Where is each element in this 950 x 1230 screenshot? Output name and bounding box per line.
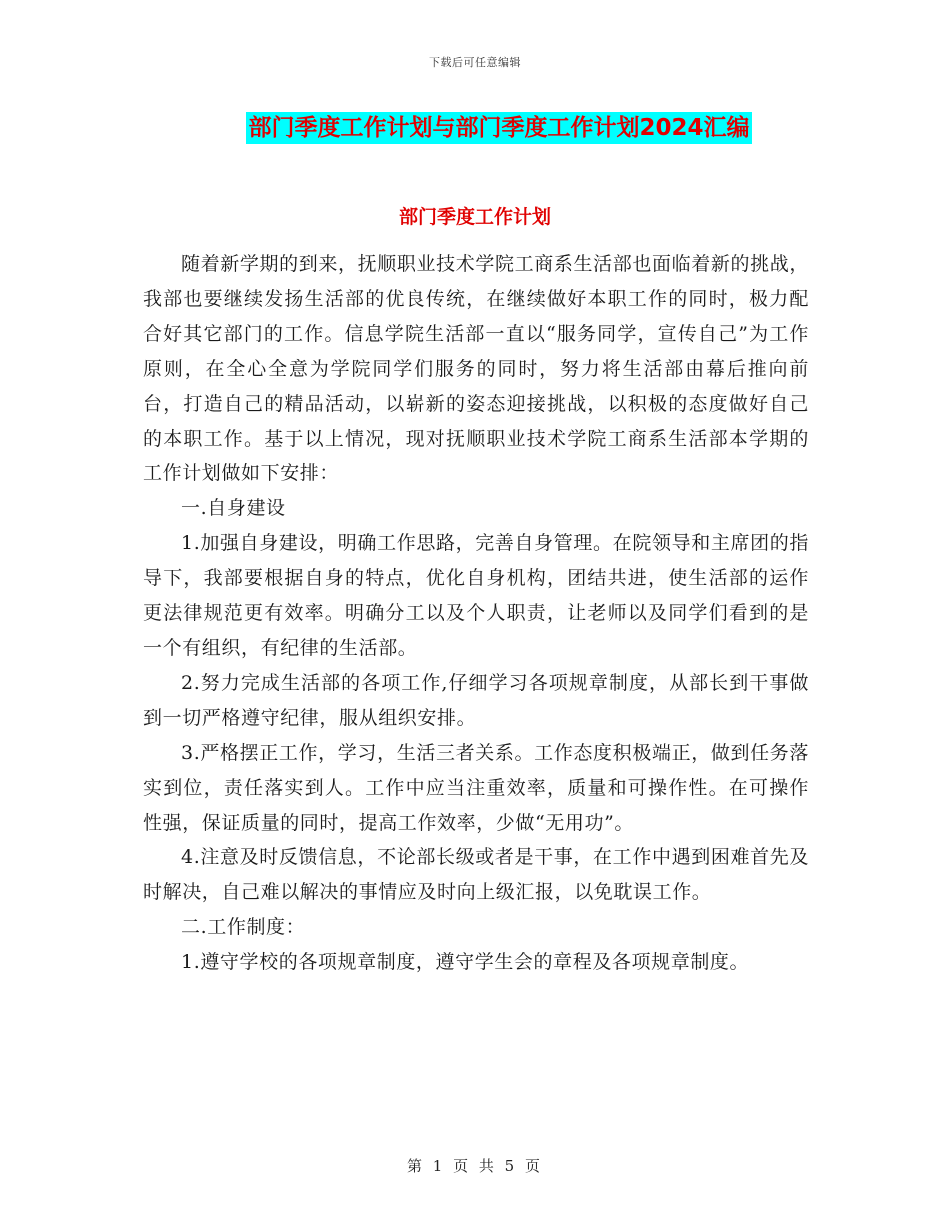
page-footer: 第 1 页 共 5 页 — [407, 1157, 543, 1175]
paragraph-item-1: 1.加强自身建设，明确工作思路，完善自身管理。在院领导和主席团的指导下，我部要根据自身的特点，优化自身机构，团结共进，使生活部的运作更法律规范更有效率。明确分工以及个人职责，让老师以及同学们看到的是一个有组织，有纪律的生活部。 — [143, 532, 809, 659]
paragraph-item-4: 4.注意及时反馈信息，不论部长级或者是干事，在工作中遇到困难首先及时解决，自己难以解决的事情应及时向上级汇报，以免耽误工作。 — [143, 846, 809, 904]
paragraph-intro: 随着新学期的到来，抚顺职业技术学院工商系生活部也面临着新的挑战，我部也要继续发扬生活部的优良传统，在继续做好本职工作的同时，极力配合好其它部门的工作。信息学院生活部一直以“服务同学，宣传自己”为工作原则，在全心全意为学院同学们服务的同时，努力将生活部由幕后推向前台，打造自己的精品活动，以崭新的姿态迎接挑战，以积极的态度做好自己的本职工作。基于以上情况，现对抚顺职业技术学院工商系生活部本学期的工作计划做如下安排： — [143, 253, 809, 485]
section-title: 部门季度工作计划 — [398, 206, 551, 228]
paragraph-item-2: 2.努力完成生活部的各项工作,仔细学习各项规章制度，从部长到干事做到一切严格遵守纪律，服从组织安排。 — [143, 671, 809, 729]
header-note: 下载后可任意编辑 — [429, 56, 521, 69]
paragraph-rule-1: 1.遵守学校的各项规章制度，遵守学生会的章程及各项规章制度。 — [181, 951, 750, 974]
heading-self-building: 一.自身建设 — [181, 497, 286, 520]
heading-work-system: 二.工作制度： — [181, 916, 306, 939]
document-title: 部门季度工作计划与部门季度工作计划2024汇编 — [246, 112, 751, 144]
document-title-container — [0, 112, 950, 144]
document-body — [143, 247, 809, 980]
paragraph-item-3: 3.严格摆正工作，学习，生活三者关系。工作态度积极端正，做到任务落实到位，责任落实到人。工作中应当注重效率，质量和可操作性。在可操作性强，保证质量的同时，提高工作效率，少做“无用功”。 — [143, 741, 809, 834]
